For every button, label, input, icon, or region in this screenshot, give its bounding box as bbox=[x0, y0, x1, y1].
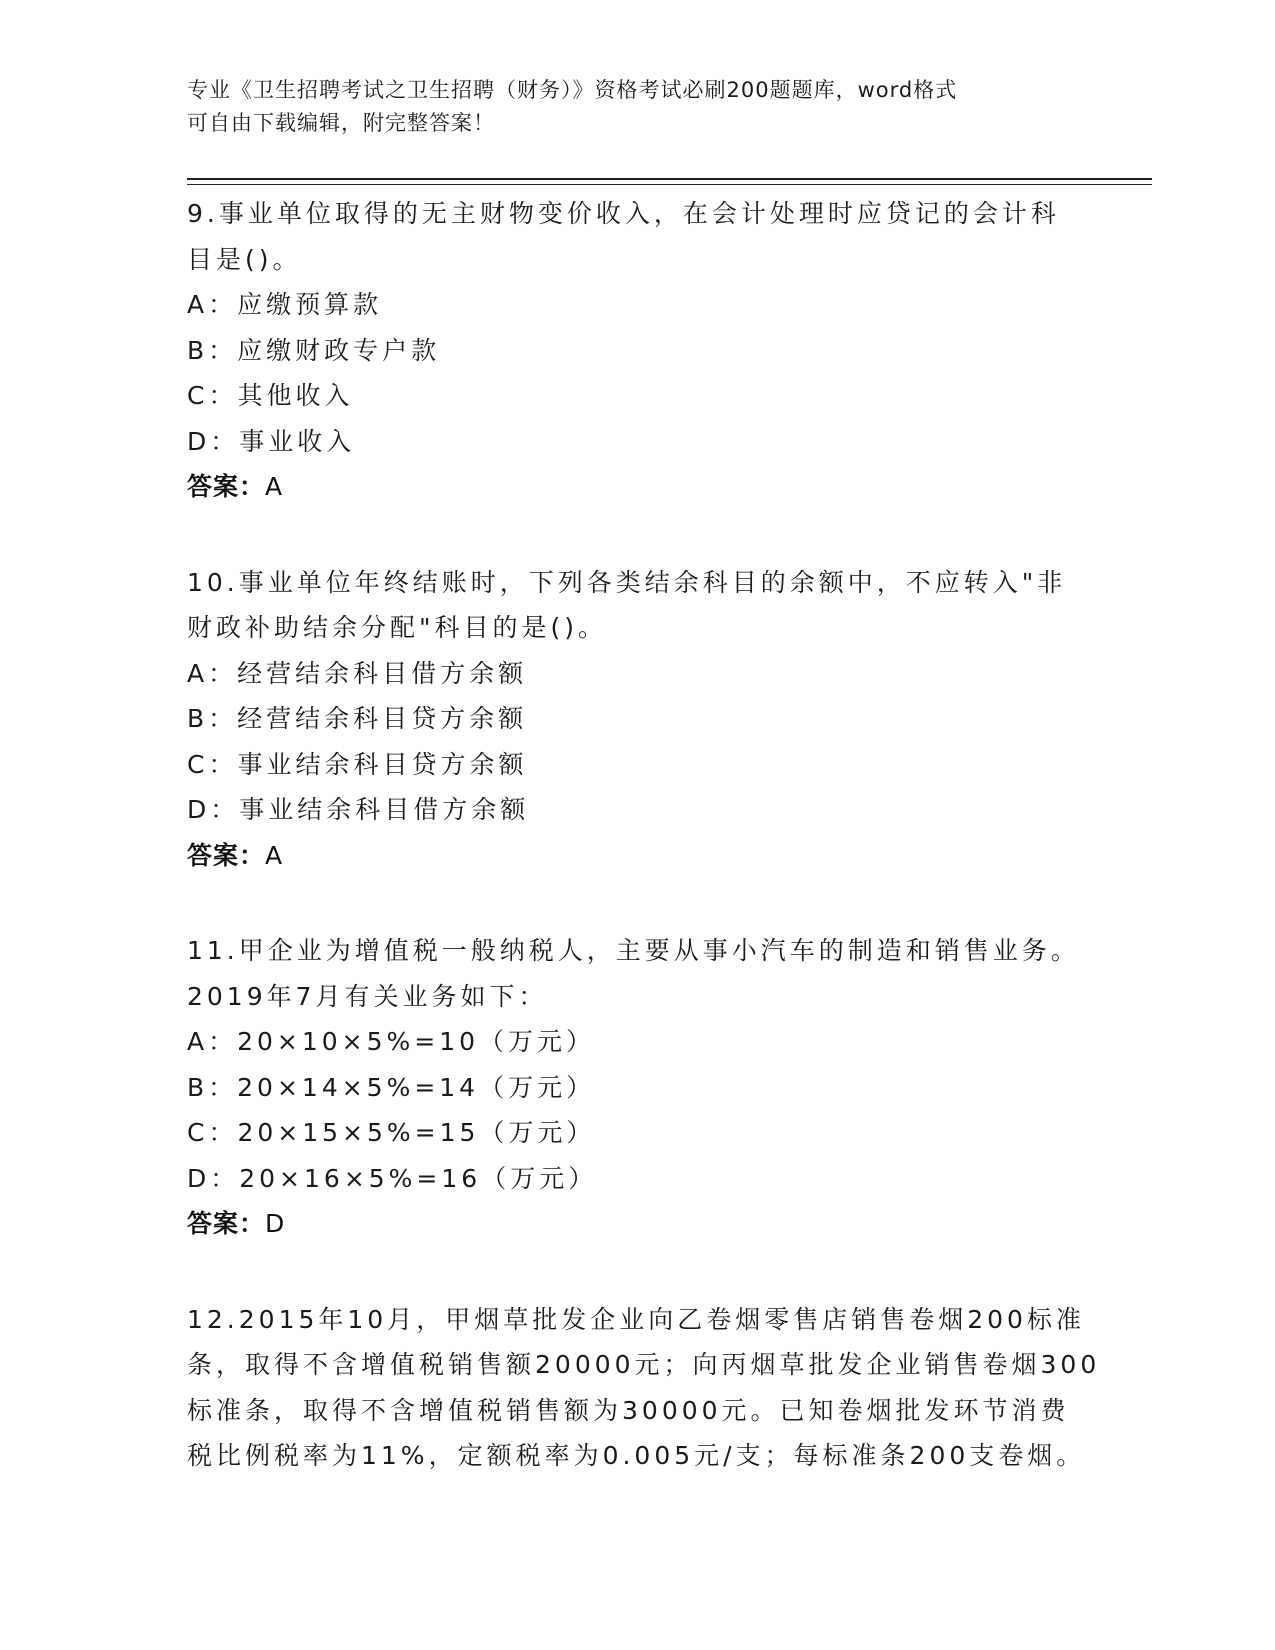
answer-value: A bbox=[265, 472, 284, 501]
question-item bbox=[187, 560, 1147, 879]
option-c: C：其他收入 bbox=[187, 381, 354, 410]
answer-label: 答案： bbox=[187, 1209, 266, 1238]
option-b: B：经营结余科目贷方余额 bbox=[187, 704, 528, 733]
answer-line bbox=[187, 833, 1147, 879]
answer-value: D bbox=[265, 1209, 286, 1238]
answer-label: 答案： bbox=[187, 840, 266, 870]
question-text-line: 12.2015年10月，甲烟草批发企业向乙卷烟零售店销售卷烟200标准 bbox=[187, 1304, 1085, 1334]
question-text-line: 11.甲企业为增值税一般纳税人，主要从事小汽车的制造和销售业务。 bbox=[187, 936, 1080, 965]
header-line-1: 专业《卫生招聘考试之卫生招聘（财务）》资格考试必刷200题题库，word格式 bbox=[187, 78, 958, 102]
option-b: B：应缴财政专户款 bbox=[187, 335, 441, 365]
question-text-line: 标准条，取得不含增值税销售额为30000元。已知卷烟批发环节消费 bbox=[187, 1395, 1070, 1425]
header-divider-thin bbox=[187, 184, 1152, 185]
option-c: C：事业结余科目贷方余额 bbox=[187, 749, 528, 779]
answer-value: A bbox=[265, 840, 284, 870]
option-a: A：应缴预算款 bbox=[187, 290, 383, 319]
option-a: A：20×10×5%=10（万元） bbox=[187, 1027, 596, 1056]
question-text-line: 9.事业单位取得的无主财物变价收入，在会计处理时应贷记的会计科 bbox=[187, 199, 1060, 228]
question-list bbox=[187, 191, 1147, 1529]
question-item bbox=[187, 928, 1147, 1247]
question-text-line: 10.事业单位年终结账时，下列各类结余科目的余额中，不应转入"非 bbox=[187, 567, 1067, 597]
question-text-line: 税比例税率为11%，定额税率为0.005元/支；每标准条200支卷烟。 bbox=[187, 1441, 1086, 1470]
option-d: D：事业结余科目借方余额 bbox=[187, 795, 530, 824]
answer-label: 答案： bbox=[187, 472, 266, 501]
option-d: D：事业收入 bbox=[187, 426, 356, 456]
document-header bbox=[187, 74, 1067, 140]
header-line-2: 可自由下载编辑，附完整答案！ bbox=[187, 111, 495, 135]
option-a: A：经营结余科目借方余额 bbox=[187, 658, 528, 688]
option-b: B：20×14×5%=14（万元） bbox=[187, 1072, 596, 1102]
question-text-line: 条，取得不含增值税销售额20000元；向丙烟草批发企业销售卷烟300 bbox=[187, 1350, 1101, 1379]
option-c: C：20×15×5%=15（万元） bbox=[187, 1118, 596, 1147]
question-item bbox=[187, 191, 1147, 510]
question-text-line: 财政补助结余分配"科目的是()。 bbox=[187, 613, 608, 642]
answer-line bbox=[187, 1201, 1147, 1247]
question-item bbox=[187, 1297, 1147, 1479]
question-text-line: 2019年7月有关业务如下： bbox=[187, 981, 548, 1011]
header-divider-thick bbox=[187, 178, 1152, 180]
option-d: D：20×16×5%=16（万元） bbox=[187, 1163, 598, 1193]
answer-line bbox=[187, 464, 1147, 510]
question-text-line: 目是()。 bbox=[187, 244, 302, 274]
